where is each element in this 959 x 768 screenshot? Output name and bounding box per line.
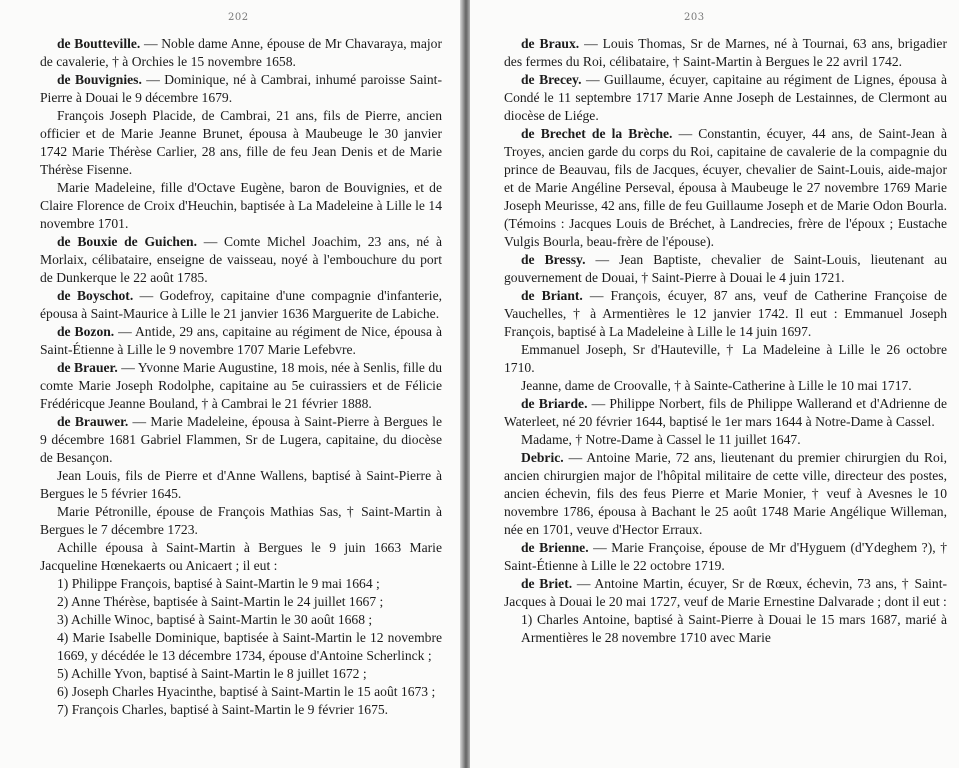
entry: de Braux. — Louis Thomas, Sr de Marnes, né à Tournai, 63 ans, brigadier des fermes du Roi, célibataire, † Saint-Martin à Bergues le 22 avril 1742. (504, 36, 947, 69)
entry: de Briant. — François, écuyer, 87 ans, veuf de Catherine Françoise de Vauchelles, † à Armentières le 12 janvier 1742. Il eut : Emmanuel Joseph François, baptisé à La Madeleine à Lille le 14 juin 1697. (504, 288, 948, 339)
right-page-text (504, 35, 947, 647)
list-item: 4) Marie Isabelle Dominique, baptisée à Saint-Martin le 12 novembre 1669, y décédée le 13 décembre 1734, épouse d'Antoine Scherlinck ; (57, 630, 442, 663)
entry: Debric. — Antoine Marie, 72 ans, lieutenant du premier chirurgien du Roi, ancien chirurgien major de l'hôpital militaire de cette ville, directeur des postes, ancien échevin, fils des feus Pierre et Marie Monier, † veuf à Avesnes le 10 novembre 1786, épousa à Bachant le 25 août 1748 Marie Angélique Willeman, née en 1701, veuve d'Hector Erraux. (504, 450, 947, 537)
entry: de Brauer. — Yvonne Marie Augustine, 18 mois, née à Senlis, fille du comte Marie Joseph Rodolphe, capitaine au 5e cuirassiers et de Félicie Frédéricque Jeanne Bouland, † à Cambrai le 21 février 1888. (40, 360, 442, 411)
entry: Jean Louis, fils de Pierre et d'Anne Wallens, baptisé à Saint-Pierre à Bergues le 5 février 1645. (40, 468, 442, 501)
list-item: 6) Joseph Charles Hyacinthe, baptisé à Saint-Martin le 15 août 1673 ; (57, 684, 436, 699)
entry: Jeanne, dame de Croovalle, † à Sainte-Catherine à Lille le 10 mai 1717. (521, 378, 912, 393)
entry: Marie Pétronille, épouse de François Mathias Sas, † Saint-Martin à Bergues le 7 décembre 1723. (40, 504, 442, 537)
right-page (470, 0, 959, 768)
left-page (0, 0, 462, 768)
entry: de Brechet de la Brèche. — Constantin, écuyer, 44 ans, de Saint-Jean à Troyes, ancien garde du corps du Roi, capitaine de cavalerie de la compagnie du prince de Beauvau, fils de Jacques, écuyer, chevalier de Saint-Louis, aide-major et de Marie Angéline Perseval, épousa à Maubeuge le 27 novembre 1769 Marie Joseph Meurisse, 42 ans, fille de feu Guillaume Joseph et de Marie Odon Bourla. (Témoins : Jacques Louis de Bréchet, à Landrecies, frère de l'époux ; Eustache Vulgis Bourla, beau-frère de l'épouse). (504, 126, 947, 249)
list-item: 3) Achille Winoc, baptisé à Saint-Martin le 30 août 1668 ; (57, 612, 373, 627)
entry: de Bouvignies. — Dominique, né à Cambrai, inhumé paroisse Saint-Pierre à Douai le 9 décembre 1679. (40, 72, 442, 105)
entry: de Briet. — Antoine Martin, écuyer, Sr de Rœux, échevin, 73 ans, † Saint-Jacques à Douai le 20 mai 1727, veuf de Marie Ernestine Dalvarade ; dont il eut : (504, 576, 947, 609)
entry: de Boutteville. — Noble dame Anne, épouse de Mr Chavaraya, major de cavalerie, † à Orchies le 15 novembre 1658. (40, 36, 442, 69)
entry: de Bozon. — Antide, 29 ans, capitaine au régiment de Nice, épousa à Saint-Étienne à Lille le 9 novembre 1707 Marie Lefebvre. (40, 324, 442, 357)
list-item: 1) Philippe François, baptisé à Saint-Martin le 9 mai 1664 ; (57, 576, 380, 591)
left-page-text (40, 35, 442, 719)
entry: de Bouxie de Guichen. — Comte Michel Joachim, 23 ans, né à Morlaix, célibataire, enseigne de vaisseau, noyé à l'embouchure du port de Dunkerque le 22 août 1785. (40, 234, 442, 285)
entry: François Joseph Placide, de Cambrai, 21 ans, fils de Pierre, ancien officier et de Marie Jeanne Brunet, épousa à Maubeuge le 30 janvier 1742 Marie Thérèse Carlier, 28 ans, fille de feu Jean Denis et de Marie Thérèse Fisenne. (40, 108, 442, 177)
list-item: 1) Charles Antoine, baptisé à Saint-Pierre à Douai le 15 mars 1687, marié à Armentières le 28 novembre 1710 avec Marie (521, 612, 947, 645)
page-number-right: 203 (684, 12, 705, 23)
entry: de Brecey. — Guillaume, écuyer, capitaine au régiment de Lignes, épousa à Condé le 11 septembre 1717 Marie Anne Joseph de Lestainnes, de Clermont au diocèse de Liége. (504, 72, 947, 123)
entry: de Briarde. — Philippe Norbert, fils de Philippe Wallerand et d'Adrienne de Waterleet, né 20 février 1644, baptisé le 1er mars 1644 à Notre-Dame à Cassel. (504, 396, 947, 429)
entry: Emmanuel Joseph, Sr d'Hauteville, † La Madeleine à Lille le 26 octobre 1710. (504, 342, 947, 375)
entry: Achille épousa à Saint-Martin à Bergues le 9 juin 1663 Marie Jacqueline Hœnekaerts ou Anicaert ; il eut : (40, 540, 442, 573)
entry: Madame, † Notre-Dame à Cassel le 11 juillet 1647. (521, 432, 801, 447)
entry: de Boyschot. — Godefroy, capitaine d'une compagnie d'infanterie, épousa à Saint-Maurice à Lille le 21 janvier 1636 Marguerite de Labiche. (40, 288, 443, 321)
page-number-left: 202 (228, 12, 249, 23)
entry: Marie Madeleine, fille d'Octave Eugène, baron de Bouvignies, et de Claire Florence de Croix d'Heuchin, baptisée à La Madeleine à Lille le 14 novembre 1701. (40, 180, 442, 231)
entry: de Brienne. — Marie Françoise, épouse de Mr d'Hyguem (d'Ydeghem ?), † Saint-Étienne à Lille le 22 octobre 1719. (504, 540, 947, 573)
list-item: 7) François Charles, baptisé à Saint-Martin le 9 février 1675. (57, 702, 389, 717)
list-item: 5) Achille Yvon, baptisé à Saint-Martin le 8 juillet 1672 ; (57, 666, 367, 681)
entry: de Brauwer. — Marie Madeleine, épousa à Saint-Pierre à Bergues le 9 décembre 1681 Gabriel Flammen, Sr de Lugera, capitaine, du diocèse de Besançon. (40, 414, 442, 465)
entry: de Bressy. — Jean Baptiste, chevalier de Saint-Louis, lieutenant au gouvernement de Douai, † Saint-Pierre à Douai le 4 juin 1721. (504, 252, 947, 285)
list-item: 2) Anne Thérèse, baptisée à Saint-Martin le 24 juillet 1667 ; (57, 594, 384, 609)
